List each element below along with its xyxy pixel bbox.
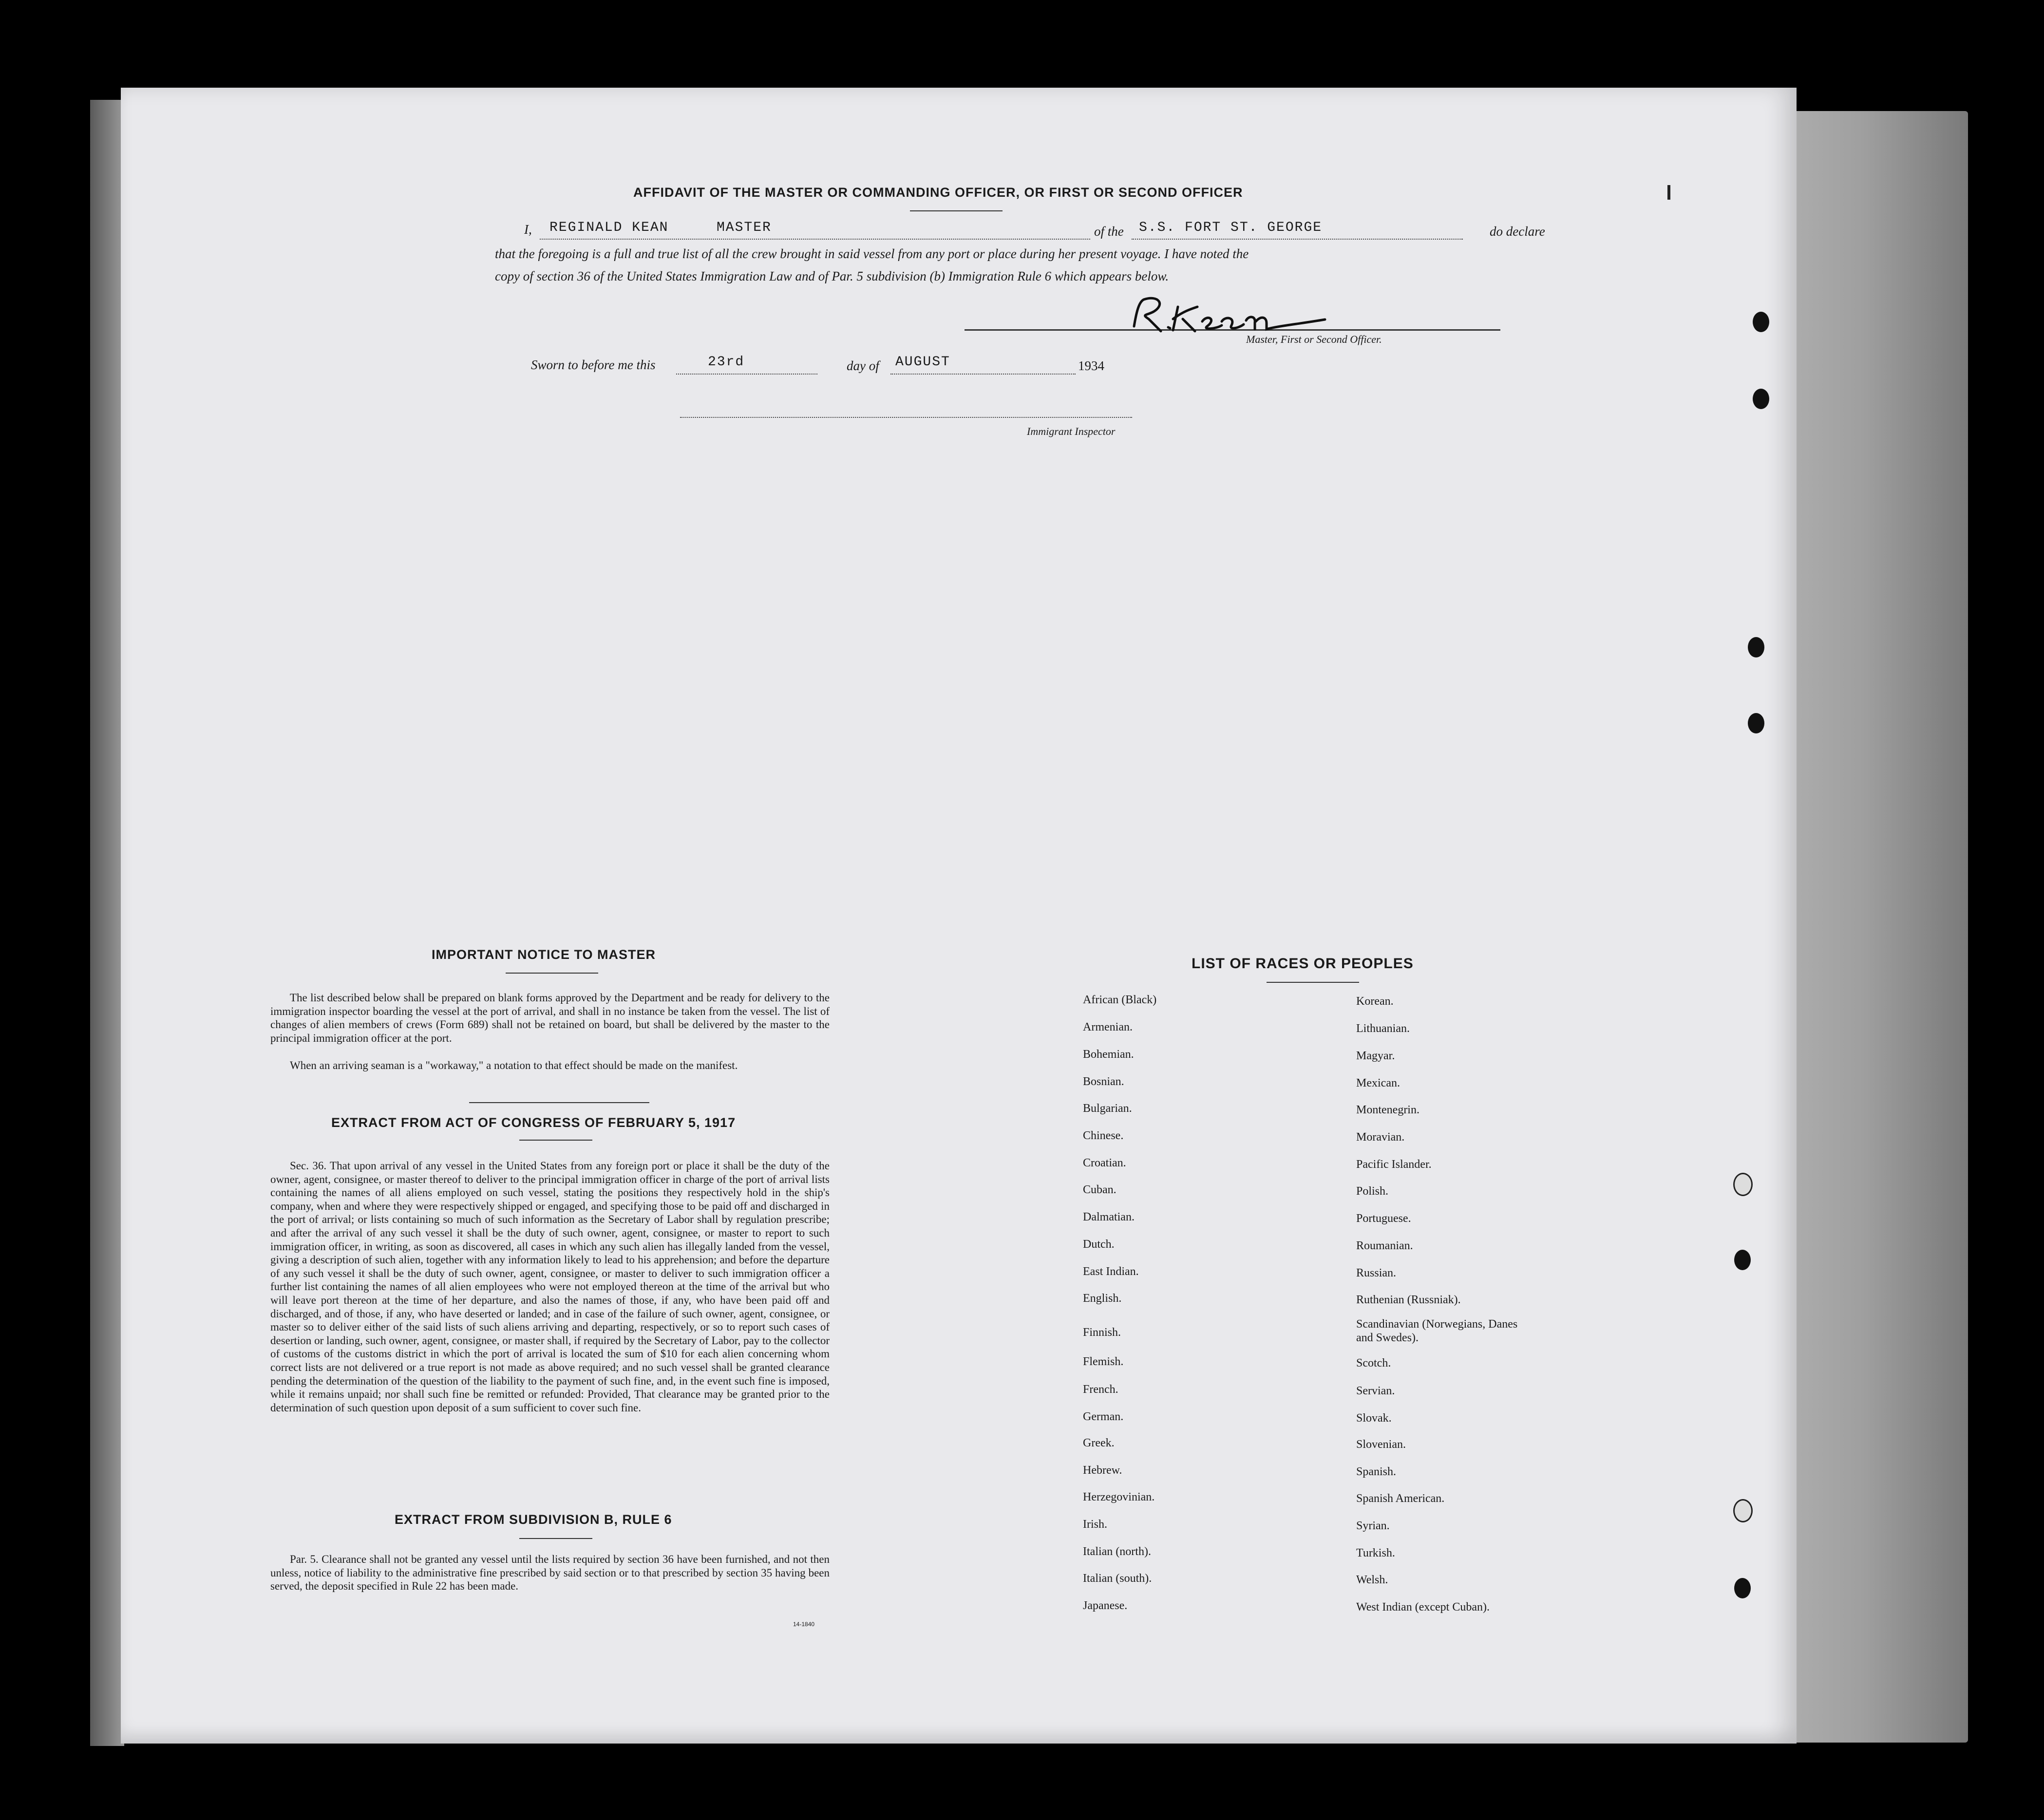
race-item: Hebrew. — [1083, 1464, 1122, 1477]
affidavit-title: AFFIDAVIT OF THE MASTER OR COMMANDING OFFICER, OR FIRST OR SECOND OFFICER — [633, 185, 1243, 200]
sworn-day-line — [676, 374, 817, 375]
binder-hole — [1734, 1250, 1751, 1270]
race-item: French. — [1083, 1383, 1118, 1396]
race-item: Scotch. — [1356, 1357, 1391, 1370]
race-item: Irish. — [1083, 1518, 1107, 1531]
affidavit-of-the: of the — [1094, 224, 1124, 239]
binder-hole — [1753, 389, 1769, 409]
binder-hole — [1748, 713, 1764, 733]
inspector-caption: Immigrant Inspector — [1027, 425, 1116, 437]
race-item: Syrian. — [1356, 1520, 1390, 1532]
binder-hole — [1733, 1173, 1753, 1196]
race-item: Greek. — [1083, 1437, 1115, 1449]
races-title-rule — [1267, 982, 1359, 983]
notice-paragraph-2: When an arriving seaman is a "workaway," a notation to that effect should be made on the manifest. — [290, 1059, 738, 1071]
sworn-prefix: Sworn to before me this — [531, 357, 656, 372]
race-item: Korean. — [1356, 995, 1394, 1008]
race-item: Chinese. — [1083, 1129, 1124, 1142]
extract-act-rule — [519, 1140, 592, 1141]
notice-title: IMPORTANT NOTICE TO MASTER — [432, 947, 656, 962]
race-item: Welsh. — [1356, 1574, 1388, 1586]
race-item: Flemish. — [1083, 1355, 1124, 1368]
affidavit-line-2: that the foregoing is a full and true list of all the crew brought in said vessel from any port or place during her present voyage. I have noted the — [495, 246, 1249, 261]
sworn-day: 23rd — [708, 355, 745, 370]
race-item: West Indian (except Cuban). — [1356, 1601, 1490, 1614]
vessel-name: S.S. FORT ST. GEORGE — [1139, 220, 1323, 235]
race-item: Montenegrin. — [1356, 1104, 1419, 1116]
affidavit-i-prefix: I, — [524, 222, 532, 237]
race-item: Magyar. — [1356, 1050, 1395, 1062]
race-item: Herzegovinian. — [1083, 1491, 1155, 1503]
race-item: Portuguese. — [1356, 1212, 1411, 1225]
extract-rule-title: EXTRACT FROM SUBDIVISION B, RULE 6 — [395, 1512, 672, 1527]
affidavit-line-3: copy of section 36 of the United States Immigration Law and of Par. 5 subdivision (b) Immigration Rule 6 which appears below. — [495, 269, 1169, 283]
binder-hole — [1733, 1499, 1753, 1522]
section-divider-1 — [469, 1102, 649, 1103]
race-item: Ruthenian (Russniak). — [1356, 1294, 1461, 1306]
race-item: Slovenian. — [1356, 1438, 1406, 1451]
form-number: 14-1840 — [793, 1621, 815, 1628]
races-title: LIST OF RACES OR PEOPLES — [1192, 956, 1414, 972]
race-item: English. — [1083, 1292, 1122, 1305]
race-item: Dutch. — [1083, 1238, 1115, 1251]
binder-hole — [1748, 637, 1764, 657]
race-item: German. — [1083, 1410, 1124, 1423]
race-item: Pacific Islander. — [1356, 1158, 1432, 1171]
race-item: East Indian. — [1083, 1265, 1139, 1278]
race-item: Turkish. — [1356, 1547, 1395, 1559]
affidavit-title-rule — [910, 210, 1003, 211]
signature-caption: Master, First or Second Officer. — [1246, 333, 1382, 345]
master-rank: MASTER — [717, 220, 772, 235]
margin-mark — [1667, 185, 1670, 200]
binder-hole — [1753, 312, 1769, 332]
sworn-day-of: day of — [847, 358, 879, 373]
master-name: REGINALD KEAN — [549, 220, 669, 235]
race-item: Armenian. — [1083, 1021, 1133, 1033]
binder-hole — [1734, 1578, 1751, 1598]
extract-act-text: Sec. 36. That upon arrival of any vessel in the United States from any foreign port or place it shall be the duty of the owner, agent, consignee, or master thereof to deliver to the principal immigration officer in charge of the port of arrival lists containing the names of all aliens employed on such vessel, stating the positions they respectively hold in the ship's company, when and where they were respectively shipped or engaged, and specifying those to be paid off and discharged in the port of arrival; or lists containing so much of such information as the Secretary of Labor shall by regulation prescribe; and after the arrival of any such vessel it shall be the duty of such owner, agent, consignee, or master to report to such immigration officer, in writing, as soon as discovered, all cases in which any such alien has illegally landed from the vessel, giving a description of such alien, together with any information likely to lead to his apprehension; and before the departure of any such vessel it shall be the duty of such owner, agent, consignee, or master to deliver to such immigration officer a further list containing the names of all alien employees who were not employed thereon at the time of the arrival but who will leave port thereon at the time of her departure, and also the names of those, if any, who have been paid off and discharged, and of those, if any, who have deserted or landed; and in case of the failure of such owner, agent, consignee, or master so to deliver either of the said lists of such aliens arriving and departing, respectively, or so to report such cases of desertion or landing, such owner, agent, consignee, or master shall, if required by the Secretary of Labor, pay to the collector of customs of the customs district in which the port of arrival is located the sum of $10 for each alien concerning whom correct lists are not delivered or a true report is not made as above required; and no such vessel shall be granted clearance pending the determination of the question of the liability to the payment of such fine, and, in the event such fine is imposed, while it remains unpaid; nor shall such fine be remitted or refunded: Provided, That clearance may be granted prior to the determination of such question upon deposit of a sum sufficient to cover such fine. — [270, 1160, 830, 1414]
race-item: African (Black) — [1083, 994, 1157, 1006]
race-item: Bosnian. — [1083, 1075, 1124, 1088]
extract-rule-text: Par. 5. Clearance shall not be granted any vessel until the lists required by section 36 have been furnished, and not then unless, notice of liability to the administrative fine prescribed by said section or to that prescribed by section 35 having been served, the deposit specified in Rule 22 has been made. — [270, 1553, 830, 1593]
affidavit-do-declare: do declare — [1490, 224, 1545, 239]
sworn-year: 1934 — [1078, 358, 1104, 373]
name-line — [540, 239, 1090, 240]
race-item: Russian. — [1356, 1267, 1397, 1279]
master-signature — [1124, 292, 1334, 338]
sworn-month: AUGUST — [895, 355, 950, 370]
race-item: Italian (south). — [1083, 1572, 1152, 1585]
race-item: Slovak. — [1356, 1412, 1392, 1425]
race-item: Mexican. — [1356, 1077, 1400, 1089]
race-item: Finnish. — [1083, 1326, 1121, 1339]
race-item: Lithuanian. — [1356, 1022, 1410, 1035]
race-item: Bohemian. — [1083, 1048, 1134, 1061]
extract-act-title: EXTRACT FROM ACT OF CONGRESS OF FEBRUARY 5, 1917 — [331, 1115, 736, 1130]
race-item: Servian. — [1356, 1385, 1395, 1397]
race-item: Dalmatian. — [1083, 1211, 1135, 1223]
race-item: Roumanian. — [1356, 1239, 1413, 1252]
race-item: Cuban. — [1083, 1183, 1117, 1196]
race-item: Bulgarian. — [1083, 1102, 1132, 1115]
race-item: Polish. — [1356, 1185, 1389, 1198]
sworn-month-line — [890, 374, 1076, 375]
race-item: Spanish American. — [1356, 1492, 1445, 1505]
inspector-line — [680, 417, 1132, 418]
extract-rule-rule — [519, 1538, 592, 1539]
race-item: Croatian. — [1083, 1157, 1126, 1169]
notice-title-rule — [506, 973, 598, 974]
race-item: Italian (north). — [1083, 1545, 1151, 1558]
race-item: Scandinavian (Norwegians, Danes and Swedes). — [1356, 1318, 1518, 1344]
race-item: Japanese. — [1083, 1599, 1128, 1612]
page-edge — [90, 100, 124, 1746]
notice-paragraph-1: The list described below shall be prepared on blank forms approved by the Department and be ready for delivery to the immigration inspector boarding the vessel at the port of arrival, and shall in no instance be taken from the vessel. The list of changes of alien members of crews (Form 689) shall not be retained on board, but shall be delivered by the master to the principal immigration officer at the port. — [270, 992, 830, 1044]
race-item: Spanish. — [1356, 1465, 1397, 1478]
vessel-line — [1132, 239, 1463, 240]
document-page — [121, 88, 1797, 1744]
race-item: Moravian. — [1356, 1131, 1405, 1144]
